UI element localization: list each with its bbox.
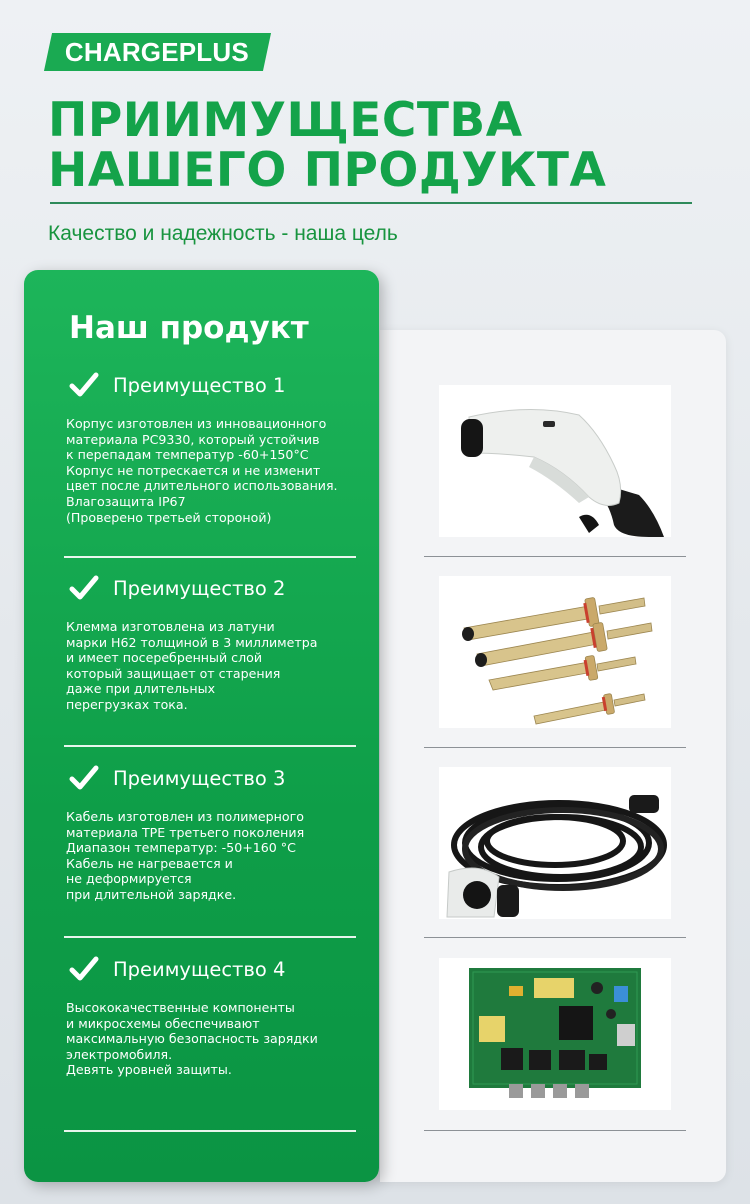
- brand-name: CHARGEPLUS: [65, 36, 250, 67]
- advantage-2-text: Клемма изготовлена из латуни марки H62 толщиной в 3 миллиметра и имеет посеребренный слой который защищает от старения даже при длительных перегрузках тока.: [66, 619, 318, 712]
- circuit-board-image: [439, 958, 671, 1110]
- photo-divider: [424, 937, 686, 938]
- advantage-3-text: Кабель изготовлен из полимерного материала TPE третьего поколения Диапазон температур: -50+160 °C Кабель не нагревается и не деформируется при длительной зарядке.: [66, 809, 305, 902]
- brass-terminals-photo: [439, 576, 671, 728]
- headline-line-2: НАШЕГО ПРОДУКТА: [48, 143, 607, 198]
- check-icon: [69, 575, 99, 601]
- photo-divider: [424, 747, 686, 748]
- advantage-4-header: [69, 956, 285, 982]
- coiled-cable-image: [439, 767, 671, 919]
- check-icon: [69, 956, 99, 982]
- coiled-cable-photo: [439, 767, 671, 919]
- brass-terminals-image: [439, 576, 671, 728]
- advantage-2-label: Преимущество 2: [113, 576, 286, 600]
- card-title: Наш продукт: [69, 310, 309, 346]
- page-subtitle: Качество и надежность - наша цель: [48, 222, 398, 245]
- product-card: [24, 270, 379, 1182]
- advantage-4-label: Преимущество 4: [113, 957, 286, 981]
- advantage-divider: [64, 1130, 356, 1132]
- photo-divider: [424, 1130, 686, 1131]
- photo-divider: [424, 556, 686, 557]
- brand-logo: [44, 33, 271, 71]
- advantage-1-text: Корпус изготовлен из инновационного материала PC9330, который устойчив к перепадам температур -60+150°C Корпус не потрескается и не изменит цвет после длительного использования. Влагозащита IP67 (Проверено третьей стороной): [66, 416, 338, 525]
- advantage-divider: [64, 936, 356, 938]
- check-icon: [69, 372, 99, 398]
- circuit-board-photo: [439, 958, 671, 1110]
- charging-connector-photo: [439, 385, 671, 537]
- check-icon: [69, 765, 99, 791]
- advantage-3-label: Преимущество 3: [113, 766, 286, 790]
- headline-line-1: ПРИИМУЩЕСТВА: [48, 93, 523, 148]
- advantage-1-header: [69, 372, 285, 398]
- advantage-divider: [64, 745, 356, 747]
- headline-divider: [50, 202, 692, 204]
- charging-connector-image: [439, 385, 671, 537]
- page-headline: [48, 93, 607, 198]
- advantage-4-text: Высококачественные компоненты и микросхемы обеспечивают максимальную безопасность зарядки электромобиля. Девять уровней защиты.: [66, 1000, 318, 1078]
- advantage-3-header: [69, 765, 285, 791]
- advantage-1-label: Преимущество 1: [113, 373, 286, 397]
- advantage-2-header: [69, 575, 285, 601]
- advantage-divider: [64, 556, 356, 558]
